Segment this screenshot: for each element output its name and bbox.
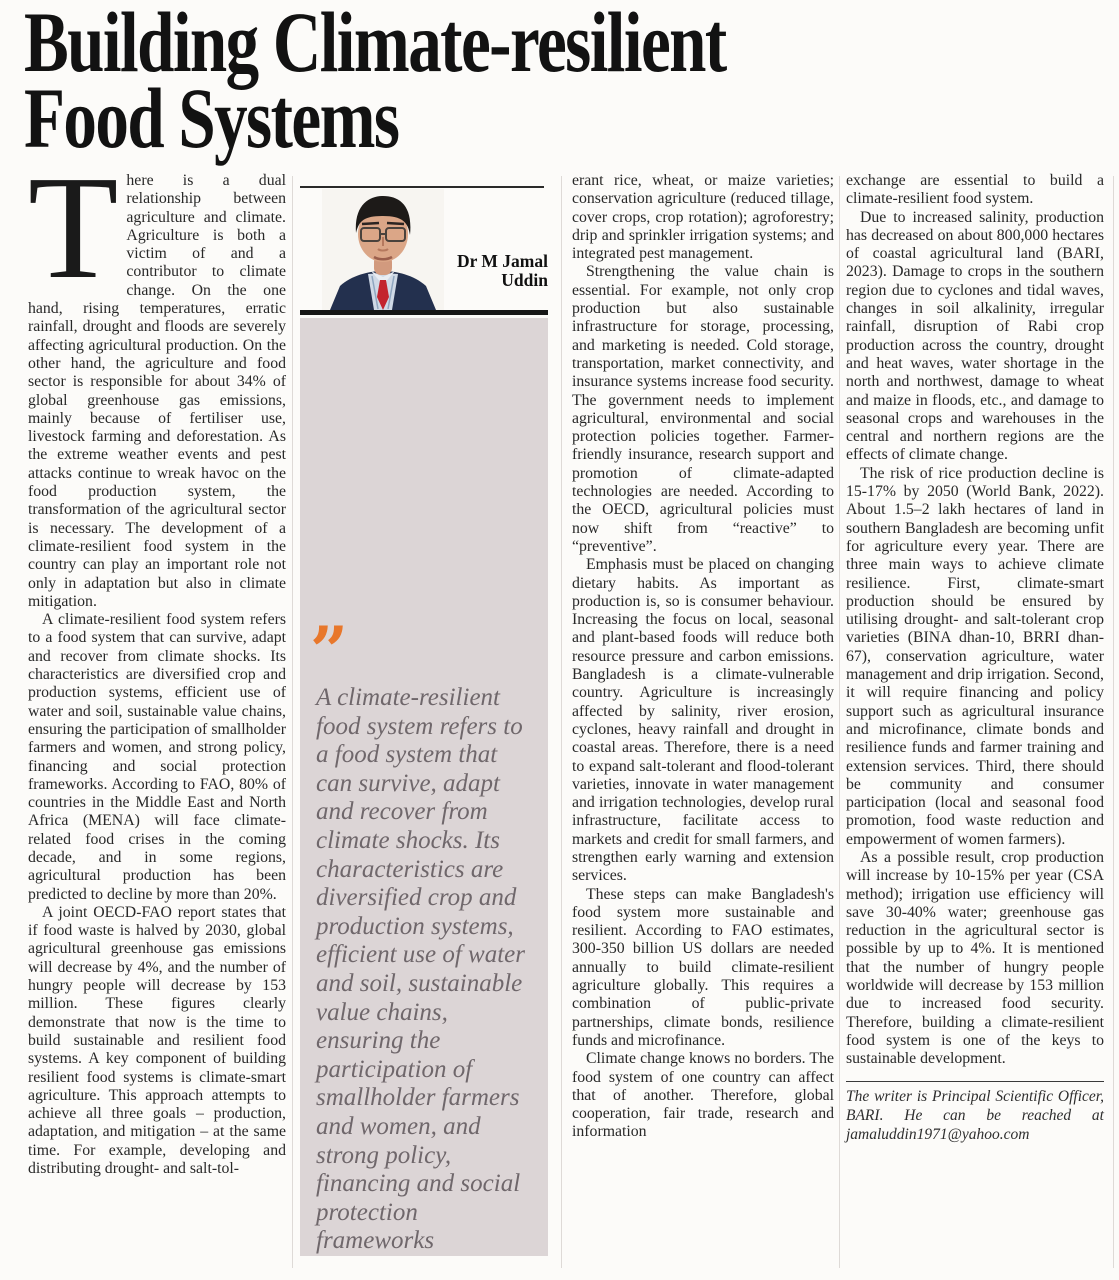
paragraph: erant rice, wheat, or maize varieties; conservation agriculture (reduced tillage, cover crops, crop rotation); agroforestry; drip and sprinkler irrigation systems; and integrated pest management. — [572, 172, 834, 263]
paragraph-lead — [28, 146, 286, 611]
paragraph: As a possible result, crop production will increase by 10-15% per year (CSA method); irrigation use efficiency will save 30-40% water; greenhouse gas reduction in the agricultural sector is possible by up to 4%. It is mentioned that the number of hungry people worldwide will decrease by 153 million due to increased food security. Therefore, building a climate-resilient food system is one of the keys to sustainable development. — [846, 848, 1104, 1068]
page-edge-divider — [1113, 176, 1114, 1268]
paragraph: Climate change knows no borders. The food system of one country can affect that of another. Therefore, global cooperation, fair trade, research and information — [572, 1050, 834, 1141]
writer-bio: The writer is Principal Scientific Officer, BARI. He can be reached at jamaluddin1971@yahoo.com — [846, 1081, 1104, 1144]
paragraph-text: here is a dual relationship between agriculture and climate. Agriculture is both a victim of and a contributor to climate change. On the one hand, rising temperatures, erratic rainfall, drought and floods are severely affecting agricultural production. On the other hand, the agriculture and food sector is responsible for about 34% of global greenhouse gas emissions, mainly because of fertiliser use, livestock farming and deforestation. As the extreme weather events and pest attacks continue to wreak havoc on the food production system, the transformation of the agricultural sector is necessary. The development of a climate-resilient food system in the country can play an important role not only in adaptation but also in climate mitigation. — [28, 172, 286, 610]
headline-line-1: Building Climate-resilient — [24, 0, 726, 90]
paragraph: exchange are essential to build a climate-resilient food system. — [846, 172, 1104, 208]
paragraph: Strengthening the value chain is essential. For example, not only crop production but also sustainable infrastructure for storage, processing, and marketing is needed. Cold storage, transportation, market connectivity, and insurance systems increase food security. The government needs to implement agricultural, environmental and social protection policies together. Farmer-friendly insurance, research support and promotion of climate-adapted technologies are needed. According to the OECD, agricultural policies must now shift from “reactive” to “preventive”. — [572, 263, 834, 555]
paragraph: The risk of rice production decline is 15-17% by 2050 (World Bank, 2022). About 1.5–2 lakh hectares of land in southern Bangladesh are becoming unfit for agriculture every year. There are three main ways to achieve climate resilience. First, climate-smart production should be ensured by utilising drought- and salt-tolerant crop varieties (BINA dhan-10, BRRI dhan-67), conservation agriculture, water management and drip irrigation. Second, it will require financing and policy support such as agricultural insurance and microfinance, climate bonds and resilience funds and farmer training and extension services. Third, there should be community and consumer participation (local and seasonal food promotion, food waste reduction and empowerment of women farmers). — [846, 464, 1104, 848]
paragraph: Emphasis must be placed on changing dietary habits. As important as production is, so is consumer behaviour. Increasing the focus on local, seasonal and plant-based foods will reduce both resource pressure and carbon emissions. Bangladesh is a climate-vulnerable country. Agriculture is increasingly affected by salinity, river erosion, cyclones, heavy rainfall and drought in coastal areas. Therefore, there is a need to expand salt-tolerant and flood-tolerant varieties, innovate in water management and irrigation technologies, develop rural infrastructure, facilitate access to markets and credit for small farmers, and strengthen early warning and extension services. — [572, 556, 834, 885]
column-divider — [561, 176, 562, 1268]
article-column-3 — [572, 172, 834, 1142]
author-portrait-illustration — [322, 189, 444, 310]
byline-name-line-1: Dr M Jamal — [456, 251, 548, 271]
pull-quote-text: A climate-resilient food system refers to a food system that can survive, adapt and recover from climate shocks. Its characteristics are diversified crop and production systems, efficient use of water and soil, sustainable value chains, ensuring the participation of smallholder farmers and women, and strong policy, financing and social protection frameworks — [316, 684, 525, 1255]
paragraph: A joint OECD-FAO report states that if food waste is halved by 2030, global agricultural greenhouse gas emissions will decrease by 4%, and the number of hungry people will decrease by 153 million. These figures clearly demonstrate that now is the time to build sustainable and resilient food systems. A key component of building resilient food systems is climate-smart agriculture. This approach attempts to achieve all three goals – production, adaptation, and mitigation – at the same time. For example, developing and distributing drought- and salt-tol- — [28, 903, 286, 1178]
paragraph: A climate-resilient food system refers to a food system that can survive, adapt and recover from climate shocks. Its characteristics are diversified crop and production systems, efficient use of water and soil, sustainable value chains, ensuring the participation of smallholder farmers and women, and strong policy, financing and social protection frameworks. According to FAO, 80% of countries in the Middle East and North Africa (MENA) will face climate-related food crises in the coming decade, and in some regions, agricultural production has been predicted to decline by more than 20%. — [28, 611, 286, 903]
pull-quote — [300, 318, 548, 1256]
column-divider — [839, 176, 840, 1268]
byline — [430, 252, 548, 290]
article-column-4 — [846, 172, 1104, 1144]
paragraph: These steps can make Bangladesh's food system more sustainable and resilient. According to FAO estimates, 300-350 billion US dollars are needed annually to build climate-resilient agriculture globally. This requires a combination of public-private partnerships, climate bonds, resilience funds and microfinance. — [572, 885, 834, 1049]
column-divider — [292, 176, 293, 1268]
paragraph: Due to increased salinity, production has decreased on about 800,000 hectares of coastal agricultural land (BARI, 2023). Damage to crops in the southern region due to cyclones and tidal waves, changes in soil alkalinity, irregular rainfall, disruption of Rabi crop production across the country, drought and heat waves, water shortage in the north and northwest, damage to wheat and maize in floods, etc., and damage to seasonal crops and warehouses in the central and northern regions are the effects of climate change. — [846, 208, 1104, 464]
headline-line-2: Food Systems — [24, 70, 399, 166]
article-headline — [24, 0, 924, 166]
byline-top-rule — [300, 186, 544, 188]
byline-bottom-rule — [300, 310, 548, 315]
byline-name-line-2: Uddin — [501, 270, 548, 290]
article-column-1 — [28, 146, 286, 1178]
drop-cap: T — [28, 146, 119, 310]
quote-icon: ” — [310, 612, 344, 690]
author-photo — [322, 189, 444, 310]
